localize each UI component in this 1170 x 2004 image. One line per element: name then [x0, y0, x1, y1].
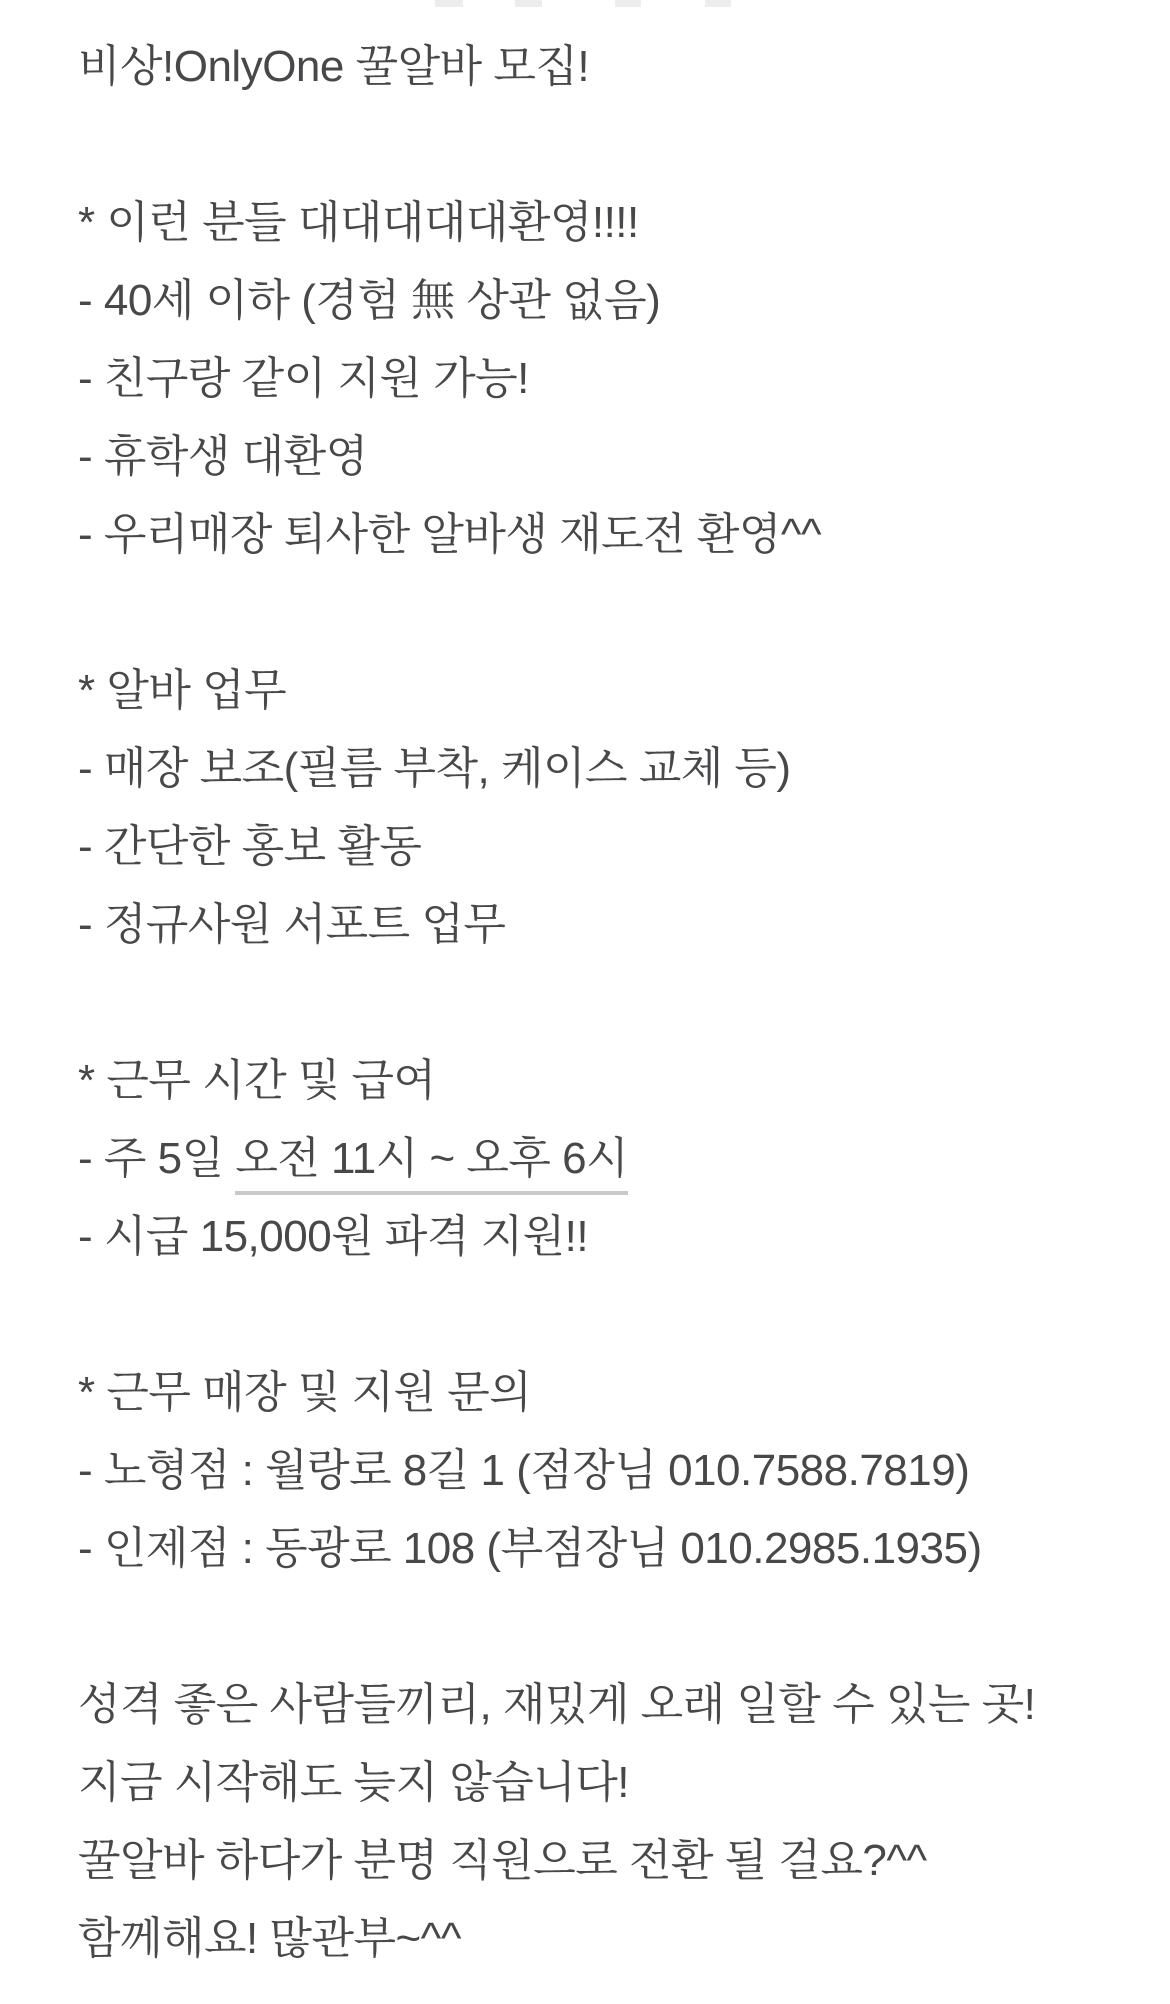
blank-line	[78, 106, 1170, 184]
list-item: - 휴학생 대환영	[78, 432, 368, 481]
list-item: - 정규사원 서포트 업무	[78, 900, 506, 949]
list-item: - 40세 이하 (경험 無 상관 없음)	[78, 276, 661, 325]
list-item-store-inje: - 인제점 : 동광로 108 (부점장님 010.2985.1935)	[78, 1524, 982, 1573]
blank-line	[78, 574, 1170, 652]
section-header-duties: * 알바 업무	[78, 666, 287, 715]
list-item: - 매장 보조(필름 부착, 케이스 교체 등)	[78, 744, 791, 793]
list-item: - 간단한 홍보 활동	[78, 822, 422, 871]
closing-line: 꿀알바 하다가 분명 직원으로 전환 될 걸요?^^	[78, 1836, 927, 1885]
schedule-line	[78, 1120, 1170, 1198]
blank-line	[78, 1276, 1170, 1354]
list-item-store-nohyeong: - 노형점 : 월랑로 8길 1 (점장님 010.7588.7819)	[78, 1446, 970, 1495]
list-item: - 시급 15,000원 파격 지원!!	[78, 1212, 589, 1261]
blank-line	[78, 1588, 1170, 1666]
list-item: - 친구랑 같이 지원 가능!	[78, 354, 529, 403]
schedule-prefix: - 주 5일	[78, 1134, 236, 1183]
section-header-welcome: * 이런 분들 대대대대대환영!!!!	[78, 198, 639, 247]
closing-line: 성격 좋은 사람들끼리, 재밌게 오래 일할 수 있는 곳!	[78, 1680, 1036, 1729]
section-header-contact: * 근무 매장 및 지원 문의	[78, 1368, 532, 1417]
list-item: - 우리매장 퇴사한 알바생 재도전 환영^^	[78, 510, 822, 559]
posting-title: 비상!OnlyOne 꿀알바 모집!	[78, 42, 590, 91]
section-header-hours-pay: * 근무 시간 및 급여	[78, 1056, 436, 1105]
blank-line	[78, 964, 1170, 1042]
closing-line: 지금 시작해도 늦지 않습니다!	[78, 1758, 629, 1807]
closing-line: 함께해요! 많관부~^^	[78, 1914, 461, 1963]
worktime-detected-link[interactable]: 오전 11시 ~ 오후 6시	[235, 1130, 628, 1195]
